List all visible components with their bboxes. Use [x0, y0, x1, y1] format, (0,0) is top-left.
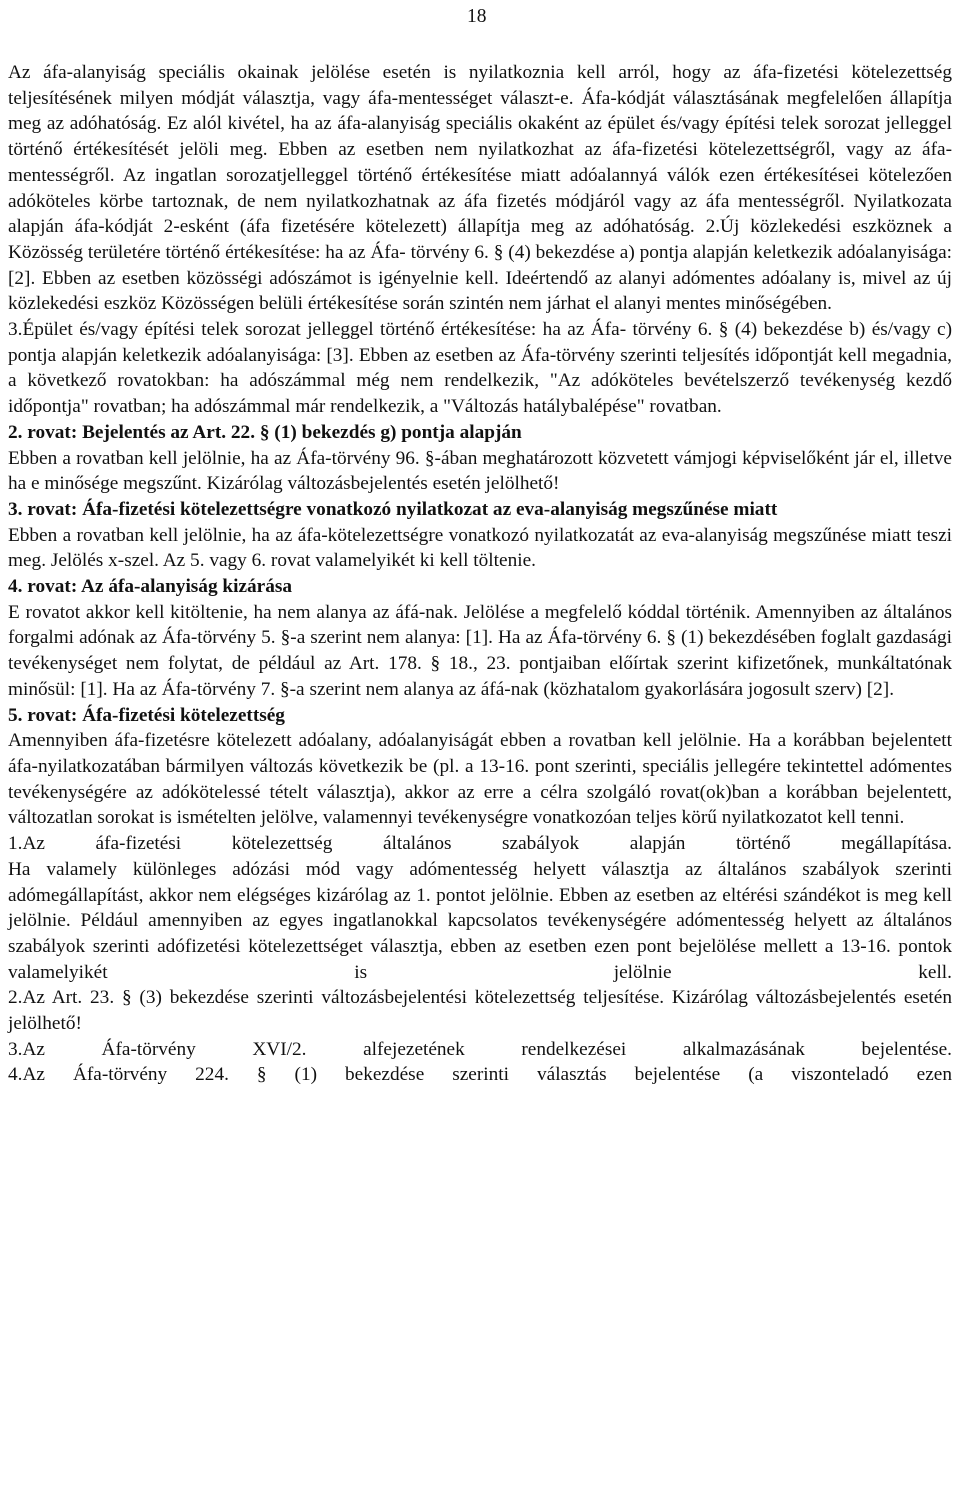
section-heading: 3. rovat: Áfa-fizetési kötelezettségre vonatkozó nyilatkozat az eva-alanyiság megszűnése miatt	[8, 498, 778, 520]
section-heading: 4. rovat: Az áfa-alanyiság kizárása	[8, 576, 293, 598]
paragraph: Ha valamely különleges adózási mód vagy adómentesség helyett választja az általános szabályok szerinti adómegállapítást, akkor nem elégséges kizárólag az 1. pontot jelölnie. Ebben az esetben az eltérési szándékot is meg kell jelölnie. Például amennyiben az egyes ingatlanokkal kapcsolatos tevékenységére adómentesség helyett az általános szabályok szerinti adófizetési kötelezettséget választja, ebben az esetben ezen pont bejelölése mellett a 13-16. pontok valamelyikét is jelölnie kell.	[8, 858, 952, 983]
list-item: 2.Az Art. 23. § (3) bekezdése szerinti változásbejelentési kötelezettség teljesítése. Kizárólag változásbejelentés esetén jelölhető!	[8, 987, 952, 1035]
paragraph: Ebben a rovatban kell jelölnie, ha az Áfa-törvény 96. §-ában meghatározott közvetett vámjogi képviselőként jár el, illetve ha e minősége megszűnt. Kizárólag változásbejelentés esetén jelölhető!	[8, 447, 952, 495]
section-heading: 2. rovat: Bejelentés az Art. 22. § (1) bekezdés g) pontja alapján	[8, 421, 522, 443]
list-item: 1.Az áfa-fizetési kötelezettség általános szabályok alapján történő megállapítása.	[8, 833, 952, 855]
paragraph: Ebben a rovatban kell jelölnie, ha az áfa-kötelezettségre vonatkozó nyilatkozatát az eva-alanyiság megszűnése miatt teszi meg. Jelölés x-szel. Az 5. vagy 6. rovat valamelyikét ki kell töltenie.	[8, 524, 952, 572]
paragraph: E rovatot akkor kell kitöltenie, ha nem alanya az áfá-nak. Jelölése a megfelelő kóddal történik. Amennyiben az általános forgalmi adónak az Áfa-törvény 5. §-a szerint nem alanya: [1]. Ha az Áfa-törvény 6. § (1) bekezdésében foglalt gazdasági tevékenységet nem folytat, de például az Art. 178. § 18., 23. pontjaiban előírtak szerint kifizetőnek, munkáltatónak minősül: [1]. Ha az Áfa-törvény 7. §-a szerint nem alanya az áfá-nak (közhatalom gyakorlására jogosult szerv) [2].	[8, 601, 952, 700]
list-item: 3.Az Áfa-törvény XVI/2. alfejezetének rendelkezései alkalmazásának bejelentése.	[8, 1038, 952, 1060]
page-number: 18	[467, 6, 487, 27]
paragraph: Amennyiben áfa-fizetésre kötelezett adóalany, adóalanyiságát ebben a rovatban kell jelölnie. Ha a korábban bejelentett áfa-nyilatkozatában bármilyen változás következik be (pl. a 13-16. pont szerinti, speciális jellegére tekintettel adómentes tevékenységére az adókötelessé tételt választja), akkor az erre a célra szolgáló rovat(ok)ban a korábban bejelentett, változatlan sorokat is ismételten jelölve, valamennyi tevékenységre vonatkozóan teljes körű nyilatkozatot kell tenni.	[8, 730, 952, 829]
list-item: 4.Az Áfa-törvény 224. § (1) bekezdése szerinti választás bejelentése (a viszonteladó ezen	[8, 1064, 952, 1086]
document-body	[8, 60, 952, 1088]
paragraph: Az áfa-alanyiság speciális okainak jelölése esetén is nyilatkoznia kell arról, hogy az áfa-fizetési kötelezettség teljesítésének milyen módját választja, vagy áfa-mentességet választ-e. Áfa-kódját választásának megfelelően állapítja meg az adóhatóság. Ez alól kivétel, ha az áfa-alanyiság speciális okaként az épület és/vagy építési telek sorozat jelleggel történő értékesítését jelöli meg. Ebben az esetben nem nyilatkozhat az áfa-fizetési kötelezettségről, vagy az áfa-mentességről. Az ingatlan sorozatjelleggel történő értékesítése miatt adóalannyá válók ezen értékesítései kötelezően adóköteles körbe tartoznak, de nem nyilatkozhatnak az áfa fizetés módjáról vagy az áfa mentességről. Nyilatkozata alapján áfa-kódját 2-esként (áfa fizetésére kötelezett) állapítja meg az adóhatóság. 2.Új közlekedési eszköznek a Közösség területére történő értékesítése: ha az Áfa- törvény 6. § (4) bekezdése a) pontja alapján keletkezik adóalanyisága: [2]. Ebben az esetben közösségi adószámot is igényelnie kell. Ideértendő az alanyi adómentes adóalany is, mivel az új közlekedési eszköz Közösségen belüli értékesítése során szintén nem járhat el alanyi mentes minőségében.	[8, 62, 952, 315]
paragraph: 3.Épület és/vagy építési telek sorozat jelleggel történő értékesítése: ha az Áfa- törvény 6. § (4) bekezdése b) és/vagy c) pontja alapján keletkezik adóalanyisága: [3]. Ebben az esetben az Áfa-törvény szerinti teljesítés időpontját kell megadnia, a következő rovatokban: ha adószámmal még nem rendelkezik, "Az adóköteles bevételszerző tevékenység kezdő időpontja" rovatban; ha adószámmal már rendelkezik, a "Változás hatálybalépése" rovatban.	[8, 319, 952, 418]
section-heading: 5. rovat: Áfa-fizetési kötelezettség	[8, 704, 285, 726]
